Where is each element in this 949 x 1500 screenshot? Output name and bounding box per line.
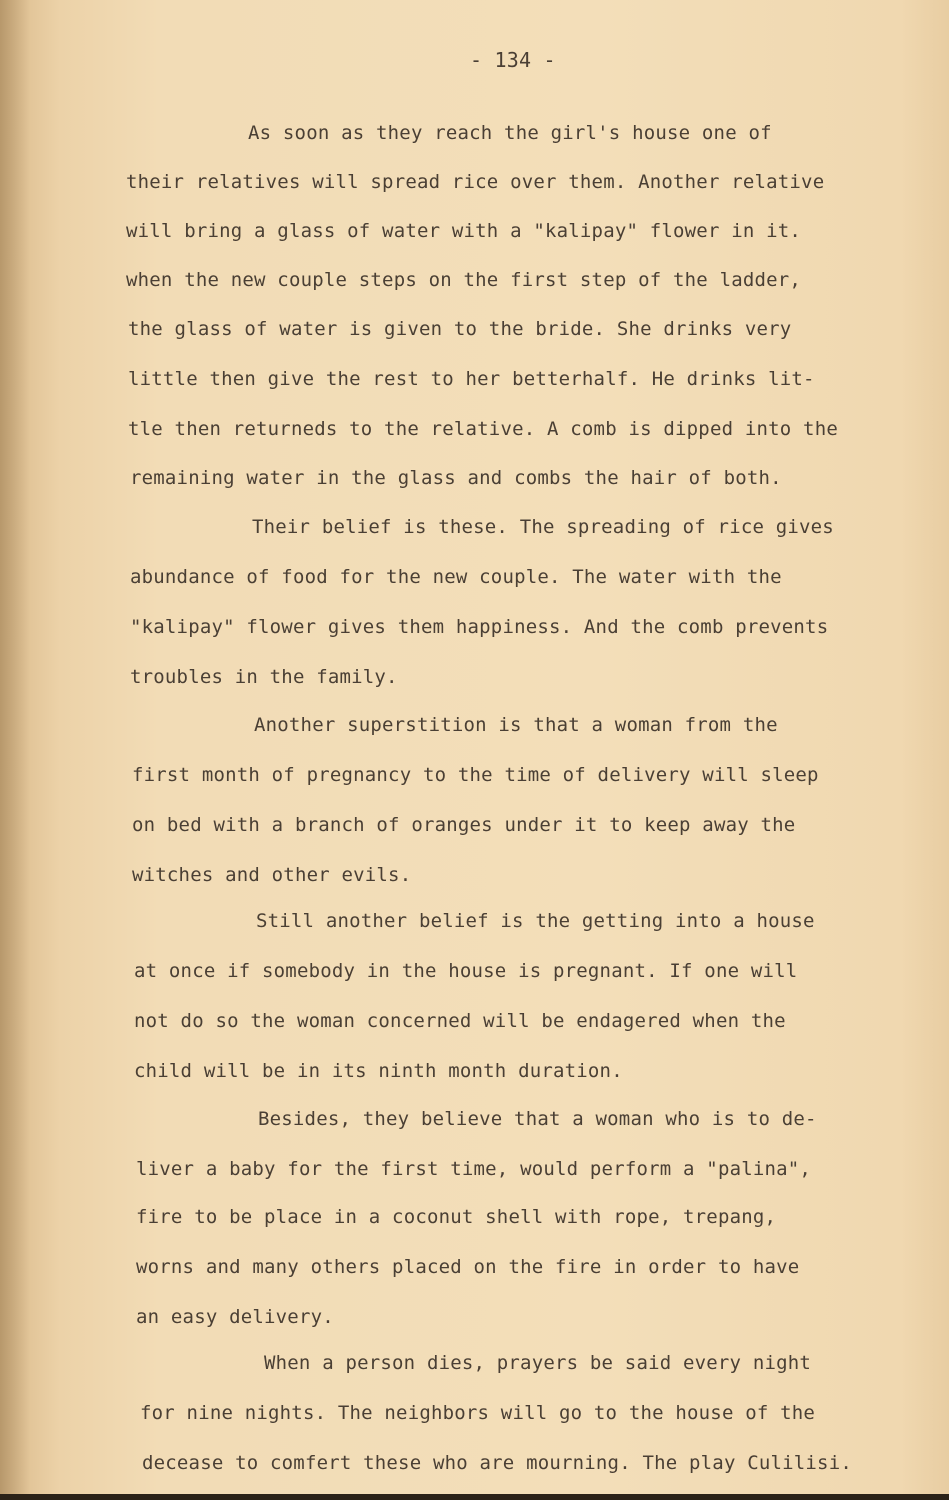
text-line: witches and other evils. (132, 864, 412, 886)
text-line: fire to be place in a coconut shell with rope, trepang, (136, 1206, 777, 1228)
text-line: decease to comfert these who are mourning. The play Culilisi. (142, 1452, 852, 1474)
text-line: on bed with a branch of oranges under it to keep away the (132, 814, 796, 836)
text-line: when the new couple steps on the first step of the ladder, (126, 269, 802, 291)
page-edge-shadow (0, 0, 30, 1500)
text-line: Besides, they believe that a woman who is to de- (258, 1108, 817, 1130)
text-line: for nine nights. The neighbors will go to the house of the (140, 1402, 816, 1424)
text-line: will bring a glass of water with a "kalipay" flower in it. (126, 220, 802, 242)
text-line: tle then returneds to the relative. A comb is dipped into the (128, 418, 838, 440)
scan-bottom-edge (0, 1494, 949, 1500)
text-line: an easy delivery. (136, 1306, 334, 1328)
text-line: troubles in the family. (130, 666, 398, 688)
text-line: at once if somebody in the house is pregnant. If one will (134, 960, 798, 982)
text-line: the glass of water is given to the bride. She drinks very (128, 318, 792, 340)
text-line: worns and many others placed on the fire in order to have (136, 1256, 800, 1278)
text-line: first month of pregnancy to the time of delivery will sleep (132, 764, 819, 786)
text-line: Their belief is these. The spreading of rice gives (252, 516, 834, 538)
text-line: not do so the woman concerned will be endagered when the (134, 1010, 786, 1032)
text-line: As soon as they reach the girl's house one of (248, 122, 772, 144)
text-line: "kalipay" flower gives them happiness. And the comb prevents (130, 616, 829, 638)
text-line: Still another belief is the getting into a house (256, 910, 815, 932)
text-line: their relatives will spread rice over them. Another relative (126, 171, 825, 193)
text-line: When a person dies, prayers be said every night (264, 1352, 812, 1374)
text-line: liver a baby for the first time, would perform a "palina", (136, 1158, 812, 1180)
text-line: little then give the rest to her betterhalf. He drinks lit- (128, 368, 815, 390)
text-line: remaining water in the glass and combs the hair of both. (130, 467, 782, 489)
text-line: Another superstition is that a woman from the (254, 714, 778, 736)
page-number: - 134 - (470, 48, 556, 72)
text-line: abundance of food for the new couple. The water with the (130, 566, 782, 588)
text-line: child will be in its ninth month duration. (134, 1060, 623, 1082)
